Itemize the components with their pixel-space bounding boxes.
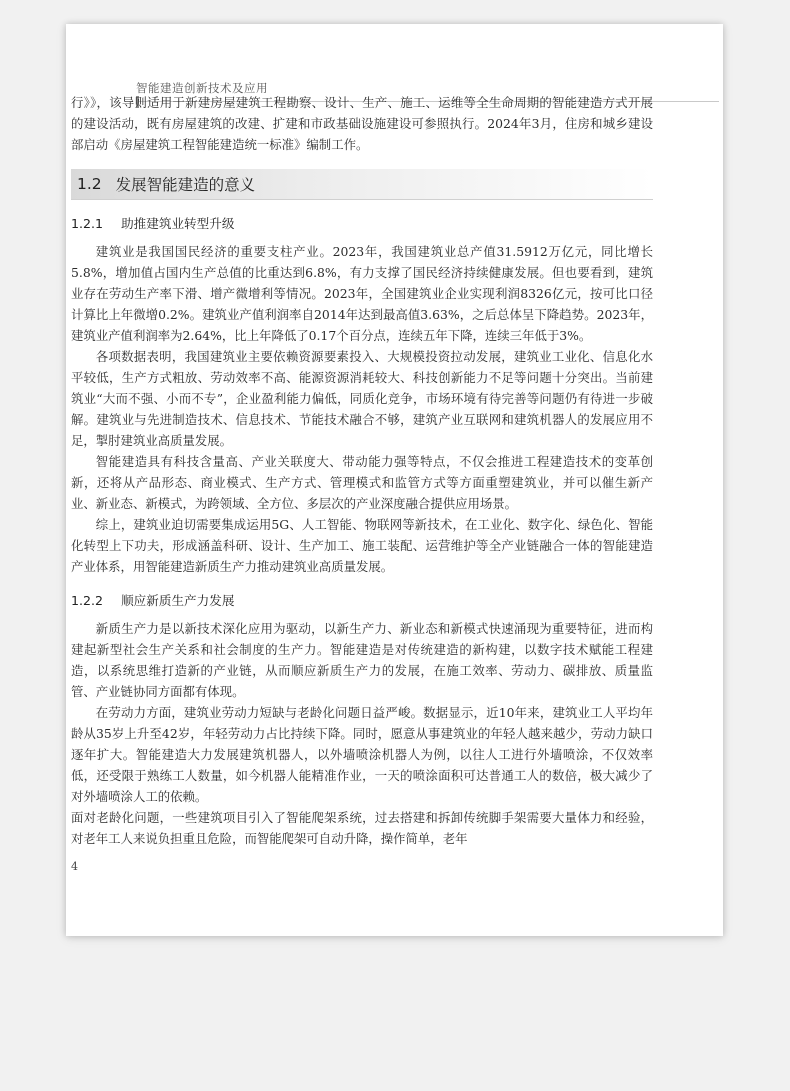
subsection-title: 顺应新质生产力发展	[121, 593, 235, 608]
subsection-number: 1.2.2	[71, 593, 104, 608]
subsection-number: 1.2.1	[71, 216, 104, 231]
body-paragraph: 智能建造具有科技含量高、产业关联度大、带动能力强等特点，不仅会推进工程建造技术的变革创新，还将从产品形态、商业模式、生产方式、管理模式和监管方式等方面重塑建筑业，并可以催生新产业、新业态、新模式，为跨领域、全方位、多层次的产业深度融合提供应用场景。	[71, 454, 653, 511]
body-paragraph: 在劳动力方面，建筑业劳动力短缺与老龄化问题日益严峻。数据显示，近10年来，建筑业工人平均年龄从35岁上升至42岁，年轻劳动力占比持续下降。同时，愿意从事建筑业的年轻人越来越少，劳动力缺口逐年扩大。智能建造大力发展建筑机器人，以外墙喷涂机器人为例，以往人工进行外墙喷涂，不仅效率低，还受限于熟练工人数量，如今机器人能精准作业，一天的喷涂面积可达普通工人的数倍，极大减少了对外墙喷涂人工的依赖。	[71, 705, 653, 804]
section-heading	[71, 169, 653, 200]
body-paragraph: 新质生产力是以新技术深化应用为驱动，以新生产力、新业态和新模式快速涌现为重要特征，进而构建起新型社会生产关系和社会制度的生产力。智能建造是对传统建造的新构建，以数字技术赋能工程建造，以系统思维打造新的产业链，从而顺应新质生产力的发展，在施工效率、劳动力、碳排放、质量监管、产业链协同方面都有体现。	[71, 621, 653, 699]
running-head: 智能建造创新技术及应用	[136, 81, 268, 95]
subsection-heading-1	[71, 213, 653, 232]
body-paragraph: 综上，建筑业迫切需要集成运用5G、人工智能、物联网等新技术，在工业化、数字化、绿色化、智能化转型上下功夫，形成涵盖科研、设计、生产加工、施工装配、运营维护等全产业链融合一体的智能建造产业体系，用智能建造新质生产力推动建筑业高质量发展。	[71, 517, 653, 574]
section-number: 1.2	[77, 175, 102, 193]
intro-paragraph: 行》》，该导则适用于新建房屋建筑工程勘察、设计、生产、施工、运维等全生命周期的智能建造方式开展的建设活动，既有房屋建筑的改建、扩建和市政基础设施建设可参照执行。2024年3月，住房和城乡建设部启动《房屋建筑工程智能建造统一标准》编制工作。	[71, 95, 653, 152]
page-body	[71, 92, 653, 849]
body-paragraph: 建筑业是我国国民经济的重要支柱产业。2023年，我国建筑业总产值31.5912万亿元，同比增长5.8%，增加值占国内生产总值的比重达到6.8%，有力支撑了国民经济持续健康发展。但也要看到，建筑业存在劳动生产率下滑、增产微增利等情况。2023年，全国建筑业企业实现利润8326亿元，按可比口径计算比上年微增0.2%。建筑业产值利润率自2014年达到最高值3.63%，之后总体呈下降趋势。2023年，建筑业产值利润率为2.64%，比上年降低了0.17个百分点，连续五年下降，连续三年低于3%。	[71, 244, 653, 343]
subsection-title: 助推建筑业转型升级	[121, 216, 235, 231]
subsection-heading-2	[71, 590, 653, 609]
body-paragraph: 各项数据表明，我国建筑业主要依赖资源要素投入、大规模投资拉动发展，建筑业工业化、信息化水平较低，生产方式粗放、劳动效率不高、能源资源消耗较大、科技创新能力不足等问题十分突出。当前建筑业“大而不强、小而不专”，企业盈利能力偏低，同质化竞争，市场环境有待完善等问题仍有待进一步破解。建筑业与先进制造技术、信息技术、节能技术融合不够，建筑产业互联网和建筑机器人的发展应用不足，掣肘建筑业高质量发展。	[71, 349, 653, 448]
page-number: 4	[71, 860, 78, 873]
section-title: 发展智能建造的意义	[115, 176, 256, 194]
tail-paragraph: 面对老龄化问题，一些建筑项目引入了智能爬架系统，过去搭建和拆卸传统脚手架需要大量体力和经验，对老年工人来说负担重且危险，而智能爬架可自动升降，操作简单，老年	[71, 810, 653, 846]
